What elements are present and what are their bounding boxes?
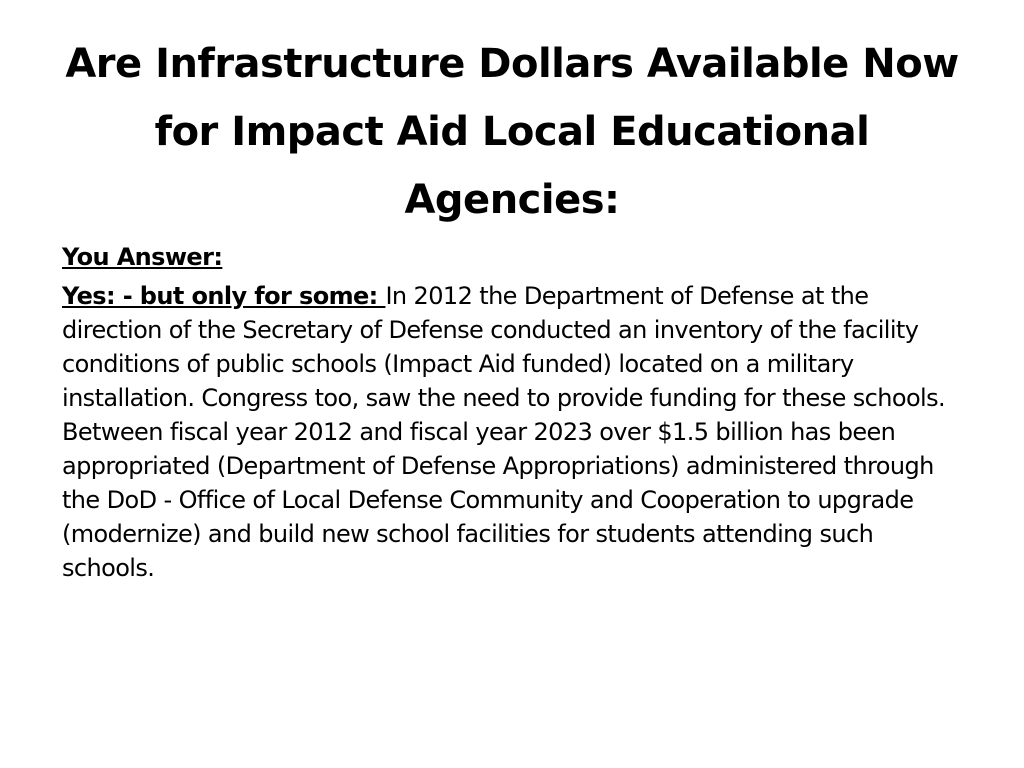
answer-lead: Yes: - but only for some: <box>62 282 386 310</box>
slide-title: Are Infrastructure Dollars Available Now for Impact Aid Local Educational Agencies: <box>65 41 959 223</box>
answer-text: In 2012 the Department of Defense at the direction of the Secretary of Defense conducted an inventory of the facility conditions of public schools (Impact Aid funded) located on a military installation. Congress too, saw the need to provide funding for these schools. Between fiscal year 2012 and fiscal year 2023 over $1.5 billion has been appropriated (Department of Defense Appropriations) administered through the DoD - Office of Local Defense Community and Cooperation to upgrade (modernize) and build new school facilities for students attending such schools. <box>62 282 946 582</box>
slide-body <box>62 240 972 585</box>
answer-heading: You Answer: <box>62 243 223 271</box>
answer-paragraph <box>62 279 972 585</box>
